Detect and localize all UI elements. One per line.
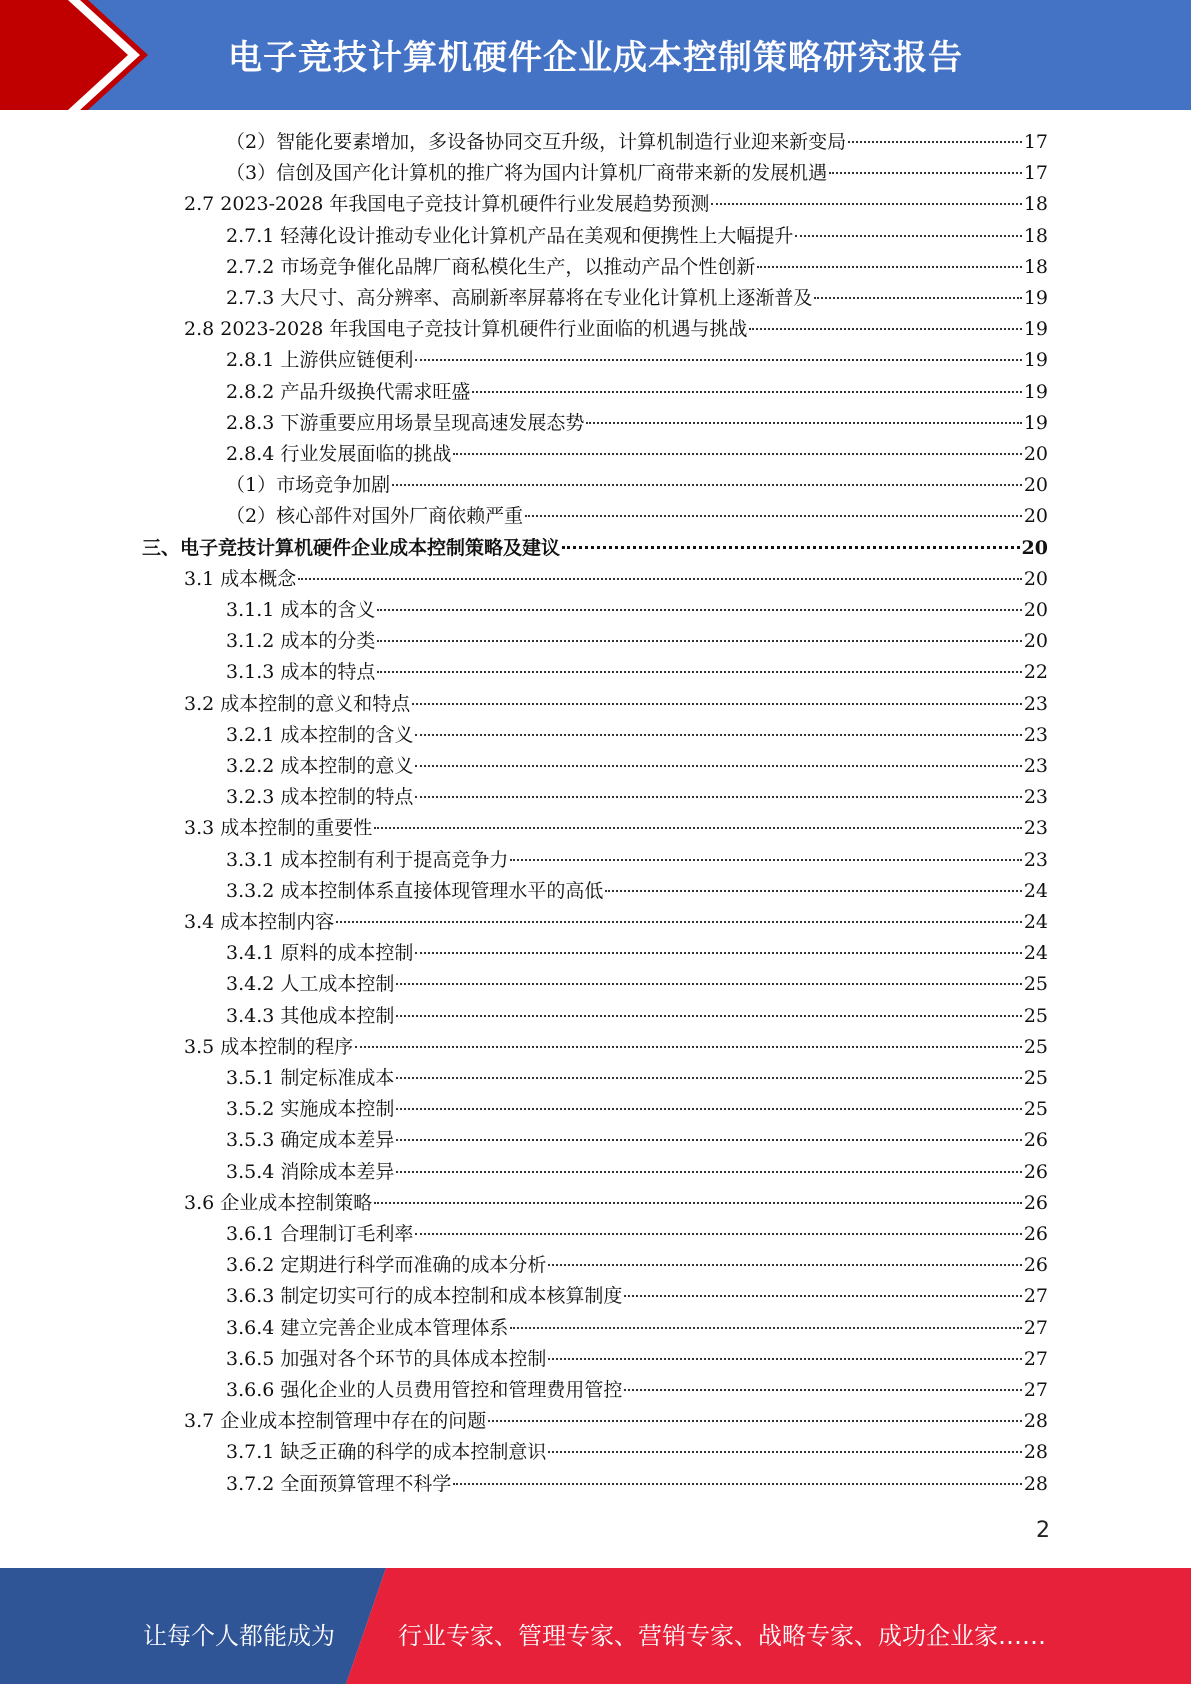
toc-dot-leader [488, 1420, 1022, 1422]
toc-entry-page: 23 [1023, 692, 1048, 715]
toc-entry[interactable] [226, 595, 1048, 626]
toc-dot-leader [396, 1139, 1021, 1141]
toc-entry-label: 3.6.4 建立完善企业成本管理体系 [226, 1316, 509, 1339]
toc-entry-page: 24 [1023, 942, 1048, 965]
toc-entry-label: 2.7 2023-2028 年我国电子竞技计算机硬件行业发展趋势预测 [184, 193, 710, 216]
toc-dot-leader [415, 796, 1021, 798]
toc-dot-leader [848, 141, 1022, 143]
toc-dot-leader [396, 983, 1021, 985]
toc-entry[interactable] [226, 345, 1048, 376]
toc-entry-label: 3.4.1 原料的成本控制 [226, 942, 414, 965]
toc-entry[interactable] [226, 1469, 1048, 1500]
toc-entry-label: 三、电子竞技计算机硬件企业成本控制策略及建议 [142, 536, 561, 559]
toc-entry-label: （2）智能化要素增加，多设备协同交互升级，计算机制造行业迎来新变局 [226, 131, 847, 153]
toc-dot-leader [396, 1108, 1021, 1110]
toc-entry-page: 27 [1023, 1347, 1048, 1370]
toc-entry[interactable] [184, 813, 1048, 844]
toc-entry-page: 25 [1023, 973, 1048, 996]
toc-entry-page: 19 [1023, 318, 1048, 341]
toc-entry-page: 25 [1023, 1067, 1048, 1089]
toc-dot-leader [415, 734, 1021, 736]
toc-dot-leader [624, 1389, 1021, 1391]
toc-entry-page: 20 [1023, 443, 1048, 465]
toc-entry-page: 19 [1023, 349, 1048, 372]
header-banner [0, 0, 1191, 110]
toc-entry-label: 3.1.3 成本的特点 [226, 661, 376, 684]
toc-entry[interactable] [226, 1094, 1048, 1125]
toc-entry-page: 26 [1023, 1160, 1048, 1183]
toc-entry-label: 3.6.2 定期进行科学而准确的成本分析 [226, 1254, 547, 1277]
toc-entry[interactable] [184, 689, 1048, 720]
toc-dot-leader [548, 1451, 1021, 1453]
toc-entry-page: 27 [1023, 1285, 1048, 1308]
report-title: 电子竞技计算机硬件企业成本控制策略研究报告 [228, 38, 963, 78]
toc-entry-label: 3.1.2 成本的分类 [226, 630, 376, 653]
toc-entry-label: （1）市场竞争加剧 [226, 474, 391, 497]
toc-dot-leader [415, 359, 1021, 361]
toc-entry-page: 27 [1023, 1379, 1048, 1401]
toc-entry[interactable] [226, 657, 1048, 688]
toc-entry-page: 26 [1023, 1254, 1048, 1277]
toc-entry[interactable] [226, 439, 1048, 470]
toc-entry[interactable] [226, 1281, 1048, 1312]
toc-dot-leader [377, 609, 1021, 611]
toc-dot-leader [510, 1327, 1021, 1329]
toc-dot-leader [749, 328, 1021, 330]
toc-entry-label: 3.6.3 制定切实可行的成本控制和成本核算制度 [226, 1285, 623, 1308]
toc-dot-leader [392, 484, 1022, 486]
toc-entry-page: 17 [1023, 131, 1048, 153]
toc-entry[interactable] [226, 751, 1048, 782]
toc-entry-page: 18 [1023, 224, 1048, 247]
toc-entry[interactable] [142, 533, 1048, 564]
toc-entry[interactable] [184, 1032, 1048, 1063]
toc-entry-label: 3.3 成本控制的重要性 [184, 817, 373, 840]
toc-entry-label: 3.2 成本控制的意义和特点 [184, 692, 411, 715]
toc-dot-leader [548, 1264, 1021, 1266]
toc-entry-page: 19 [1023, 287, 1048, 309]
toc-entry[interactable] [226, 782, 1048, 813]
toc-entry[interactable] [226, 845, 1048, 876]
toc-entry[interactable] [226, 501, 1048, 532]
footer-slogan-right: 行业专家、管理专家、营销专家、战略专家、成功企业家…… [398, 1622, 1046, 1650]
toc-entry[interactable] [184, 189, 1048, 220]
toc-entry-page: 22 [1023, 661, 1048, 684]
header-arrow-decoration [0, 0, 150, 110]
toc-dot-leader [711, 203, 1021, 205]
toc-entry-page: 25 [1023, 1098, 1048, 1121]
toc-dot-leader [374, 1202, 1022, 1204]
toc-entry[interactable] [226, 252, 1048, 283]
toc-entry-label: 2.7.3 大尺寸、高分辨率、高刷新率屏幕将在专业化计算机上逐渐普及 [226, 287, 813, 309]
footer-slogan-left: 让每个人都能成为 [143, 1622, 335, 1650]
toc-dot-leader [795, 235, 1021, 237]
toc-entry[interactable] [226, 221, 1048, 252]
toc-entry-label: 3.3.2 成本控制体系直接体现管理水平的高低 [226, 879, 604, 902]
toc-dot-leader [814, 297, 1021, 299]
toc-entry-page: 20 [1023, 599, 1048, 621]
toc-entry-label: 3.5.3 确定成本差异 [226, 1129, 395, 1152]
toc-entry-label: 3.3.1 成本控制有利于提高竞争力 [226, 848, 509, 871]
toc-dot-leader [415, 765, 1021, 767]
toc-entry-page: 18 [1023, 193, 1048, 216]
toc-entry-label: 3.6.6 强化企业的人员费用管控和管理费用管控 [226, 1379, 623, 1401]
toc-entry-label: 2.8.4 行业发展面临的挑战 [226, 443, 452, 465]
toc-entry-label: 3.6.1 合理制订毛利率 [226, 1223, 414, 1245]
toc-entry-label: 3.7.2 全面预算管理不科学 [226, 1472, 452, 1495]
toc-entry-page: 27 [1023, 1316, 1048, 1339]
toc-entry-page: 20 [1023, 474, 1048, 497]
toc-entry-label: （2）核心部件对国外厂商依赖严重 [226, 505, 524, 528]
toc-dot-leader [586, 422, 1021, 424]
toc-entry-label: 3.4.3 其他成本控制 [226, 1004, 395, 1027]
toc-entry[interactable] [226, 470, 1048, 501]
toc-dot-leader [412, 703, 1022, 705]
toc-entry-label: 3.5.2 实施成本控制 [226, 1098, 395, 1121]
toc-entry[interactable] [184, 1406, 1048, 1437]
toc-entry-label: 3.6 企业成本控制策略 [184, 1191, 373, 1214]
toc-dot-leader [298, 578, 1022, 580]
toc-entry-label: 2.8.1 上游供应链便利 [226, 349, 414, 372]
toc-entry[interactable] [226, 1250, 1048, 1281]
toc-entry[interactable] [226, 1375, 1048, 1406]
toc-dot-leader [377, 671, 1021, 673]
toc-entry-page: 28 [1023, 1441, 1048, 1464]
toc-entry[interactable] [184, 564, 1048, 595]
toc-entry[interactable] [226, 158, 1048, 189]
toc-entry-label: 3.1.1 成本的含义 [226, 599, 376, 621]
toc-dot-leader [396, 1077, 1021, 1079]
toc-entry-label: 3.1 成本概念 [184, 567, 297, 590]
toc-entry[interactable] [226, 969, 1048, 1000]
toc-entry-page: 24 [1023, 911, 1048, 933]
toc-entry-label: 2.8.2 产品升级换代需求旺盛 [226, 380, 471, 403]
toc-entry-label: 3.7 企业成本控制管理中存在的问题 [184, 1410, 487, 1433]
toc-entry-page: 23 [1023, 786, 1048, 809]
toc-entry[interactable] [226, 1219, 1048, 1250]
toc-dot-leader [757, 266, 1021, 268]
toc-entry-page: 17 [1023, 162, 1048, 185]
toc-entry-page: 26 [1023, 1223, 1048, 1245]
toc-entry-page: 26 [1023, 1129, 1048, 1152]
toc-dot-leader [548, 1358, 1021, 1360]
toc-entry[interactable] [226, 1001, 1048, 1032]
toc-dot-leader [562, 546, 1020, 549]
toc-entry[interactable] [226, 1313, 1048, 1344]
toc-entry[interactable] [184, 314, 1048, 345]
toc-entry-label: （3）信创及国产化计算机的推广将为国内计算机厂商带来新的发展机遇 [226, 162, 828, 185]
toc-entry[interactable] [184, 1188, 1048, 1219]
toc-dot-leader [415, 952, 1021, 954]
toc-dot-leader [396, 1015, 1021, 1017]
toc-entry-page: 20 [1023, 630, 1048, 653]
toc-dot-leader [829, 172, 1022, 174]
toc-entry-label: 3.4 成本控制内容 [184, 911, 335, 933]
toc-entry-page: 18 [1023, 255, 1048, 278]
toc-entry[interactable] [226, 626, 1048, 657]
toc-dot-leader [453, 1483, 1021, 1485]
toc-dot-leader [377, 640, 1021, 642]
toc-entry-label: 3.4.2 人工成本控制 [226, 973, 395, 996]
toc-entry[interactable] [226, 1157, 1048, 1188]
toc-entry-label: 3.2.2 成本控制的意义 [226, 755, 414, 777]
toc-dot-leader [355, 1046, 1022, 1048]
toc-dot-leader [415, 1233, 1021, 1235]
page-number: 2 [1036, 1518, 1050, 1543]
toc-entry[interactable] [226, 876, 1048, 907]
toc-entry[interactable] [226, 377, 1048, 408]
toc-dot-leader [624, 1295, 1021, 1297]
toc-entry-page: 25 [1023, 1035, 1048, 1058]
toc-entry-page: 23 [1023, 817, 1048, 840]
toc-dot-leader [336, 921, 1022, 923]
toc-entry-label: 3.5.4 消除成本差异 [226, 1160, 395, 1183]
toc-entry-page: 23 [1023, 755, 1048, 777]
toc-entry[interactable] [226, 1437, 1048, 1468]
toc-entry-page: 24 [1023, 879, 1048, 902]
toc-entry-label: 3.2.3 成本控制的特点 [226, 786, 414, 809]
toc-entry-page: 20 [1023, 505, 1048, 528]
toc-entry-page: 20 [1023, 567, 1048, 590]
toc-entry[interactable] [226, 408, 1048, 439]
toc-entry-label: 3.6.5 加强对各个环节的具体成本控制 [226, 1347, 547, 1370]
toc-entry-label: 2.7.2 市场竞争催化品牌厂商私模化生产，以推动产品个性创新 [226, 255, 756, 278]
toc-entry[interactable] [226, 1063, 1048, 1094]
toc-dot-leader [396, 1171, 1021, 1173]
toc-entry[interactable] [226, 938, 1048, 969]
toc-entry-page: 19 [1023, 411, 1048, 434]
toc-entry[interactable] [226, 720, 1048, 751]
footer-banner [0, 1568, 1191, 1684]
toc-entry-label: 3.5 成本控制的程序 [184, 1035, 354, 1058]
toc-dot-leader [525, 515, 1022, 517]
toc-entry-page: 28 [1023, 1410, 1048, 1433]
toc-entry[interactable] [226, 283, 1048, 314]
toc-entry-label: 3.5.1 制定标准成本 [226, 1067, 395, 1089]
toc-entry[interactable] [226, 1125, 1048, 1156]
toc-entry-page: 25 [1023, 1004, 1048, 1027]
toc-entry[interactable] [184, 907, 1048, 938]
toc-entry-page: 23 [1023, 723, 1048, 746]
toc-entry-page: 28 [1023, 1472, 1048, 1495]
toc-entry-label: 2.8.3 下游重要应用场景呈现高速发展态势 [226, 411, 585, 434]
toc-dot-leader [453, 453, 1021, 455]
toc-entry-page: 26 [1023, 1191, 1048, 1214]
toc-entry[interactable] [226, 127, 1048, 158]
toc-dot-leader [472, 391, 1021, 393]
toc-entry[interactable] [226, 1344, 1048, 1375]
toc-entry-page: 20 [1021, 536, 1048, 559]
toc-dot-leader [605, 890, 1021, 892]
toc-dot-leader [510, 859, 1021, 861]
toc-entry-label: 3.2.1 成本控制的含义 [226, 723, 414, 746]
toc-entry-page: 23 [1023, 848, 1048, 871]
toc-entry-page: 19 [1023, 380, 1048, 403]
toc-dot-leader [374, 827, 1022, 829]
toc-entry-label: 2.8 2023-2028 年我国电子竞技计算机硬件行业面临的机遇与挑战 [184, 318, 748, 341]
toc-entry-label: 2.7.1 轻薄化设计推动专业化计算机产品在美观和便携性上大幅提升 [226, 224, 794, 247]
toc-entry-label: 3.7.1 缺乏正确的科学的成本控制意识 [226, 1441, 547, 1464]
